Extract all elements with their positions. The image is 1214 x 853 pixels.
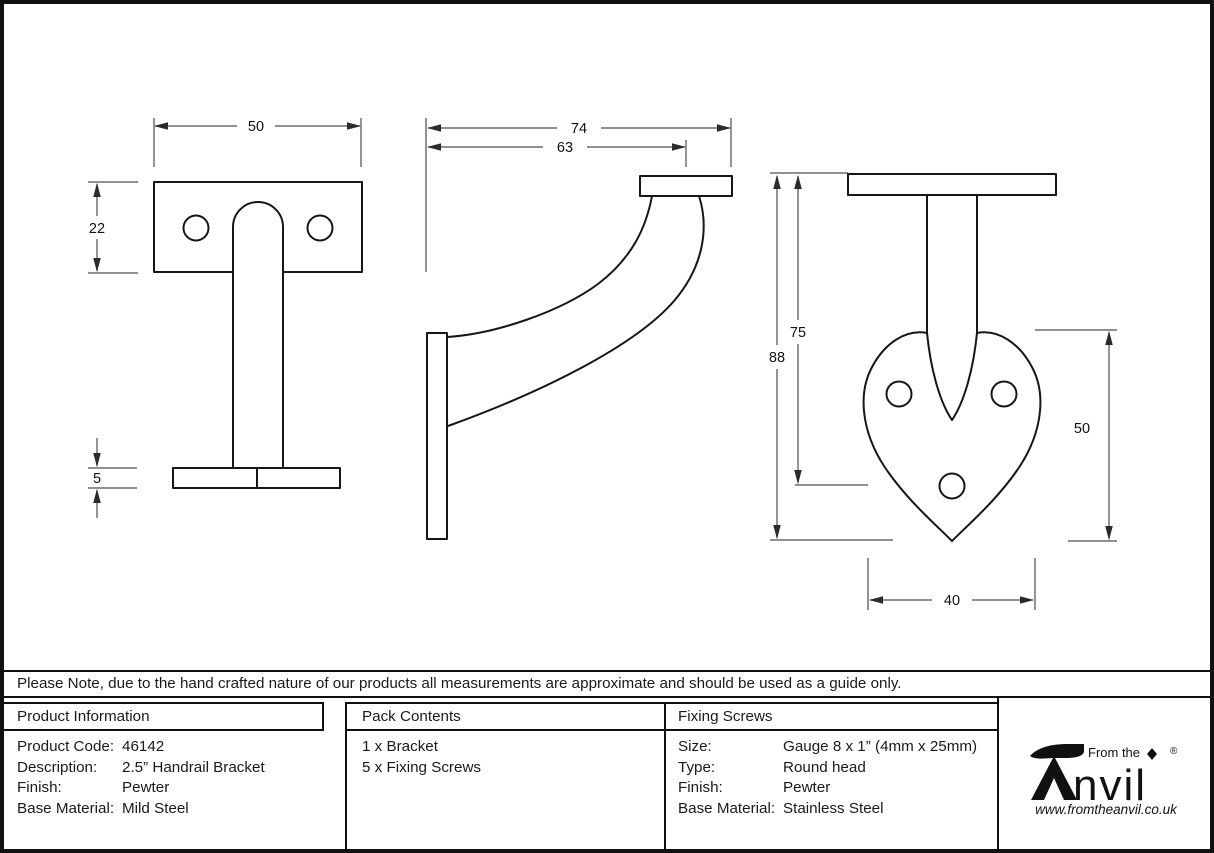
finish-label: Finish: [17, 779, 62, 797]
pack-contents-item: 1 x Bracket [362, 738, 438, 755]
saddle-plate-back [848, 174, 1056, 195]
screw-finish-row [678, 778, 977, 799]
registered-mark: ® [1170, 746, 1178, 757]
table-line [345, 702, 347, 849]
screw-finish-value: Pewter [783, 779, 831, 797]
product-code-row [17, 737, 265, 758]
screw-hole [184, 216, 209, 241]
front-view [88, 118, 362, 518]
type-value: Round head [783, 758, 866, 776]
screw-hole [887, 382, 912, 407]
note-box [4, 670, 1210, 698]
anvil-letter-a [1031, 756, 1077, 800]
back-view [769, 173, 1117, 610]
diamond-dot-icon [1147, 748, 1157, 760]
product-code-label: Product Code: [17, 738, 115, 755]
screw-hole [308, 216, 333, 241]
arm-outer-curve [448, 196, 704, 426]
brand-website: www.fromtheanvil.co.uk [1035, 802, 1177, 817]
base-material-value: Mild Steel [122, 799, 189, 817]
back-stem-height-label: 75 [789, 325, 807, 341]
screw-base-material-value: Stainless Steel [783, 799, 884, 817]
screw-finish-label: Finish: [678, 779, 723, 797]
pack-contents-item: 5 x Fixing Screws [362, 758, 482, 776]
table-line [345, 729, 997, 731]
front-width-label: 50 [247, 119, 265, 135]
side-view [426, 118, 732, 539]
screw-hole [992, 382, 1017, 407]
brand-logo [1026, 744, 1186, 823]
pack-contents-cell [362, 737, 481, 778]
brand-prefix: From the [1088, 745, 1141, 760]
product-code-value: 46142 [122, 738, 165, 755]
size-label: Size: [678, 738, 712, 755]
table-line [4, 729, 322, 731]
table-line [322, 702, 324, 731]
bracket-stem [233, 202, 283, 468]
description-row [17, 758, 265, 779]
side-offset-depth-label: 63 [556, 140, 574, 156]
size-row [678, 737, 977, 758]
wall-plate-side [427, 333, 447, 539]
side-view-outline [427, 176, 732, 539]
pack-contents-header: Pack Contents [362, 708, 461, 725]
fixing-screws-cell [678, 737, 977, 819]
front-plate-height-label: 22 [88, 221, 106, 237]
finish-value: Pewter [122, 779, 170, 797]
back-shield-width-label: 40 [943, 593, 961, 609]
front-base-label: 5 [92, 471, 102, 487]
screw-base-material-label: Base Material: [678, 799, 776, 817]
side-total-depth-label: 74 [570, 121, 588, 137]
from-the-anvil-logo [1026, 744, 1186, 818]
tapered-stem [927, 195, 977, 420]
fixing-screws-header: Fixing Screws [678, 708, 773, 725]
table-line [664, 702, 666, 849]
product-information-header: Product Information [17, 708, 150, 725]
back-total-height-label: 88 [768, 350, 786, 366]
type-row [678, 758, 977, 779]
product-information-cell [17, 737, 265, 819]
table-line [345, 702, 997, 704]
base-material-label: Base Material: [17, 799, 115, 817]
front-view-outline [154, 182, 362, 488]
back-shield-height-label: 50 [1073, 421, 1091, 437]
finish-row [17, 778, 265, 799]
description-label: Description: [17, 758, 98, 776]
type-label: Type: [678, 758, 716, 776]
brand-name-rest: nvil [1073, 761, 1148, 810]
size-value: Gauge 8 x 1” (4mm x 25mm) [783, 738, 978, 755]
table-line [4, 702, 322, 704]
saddle-plate-side [640, 176, 732, 196]
arm-inner-curve [447, 196, 652, 337]
description-value: 2.5” Handrail Bracket [122, 758, 265, 776]
back-view-outline [848, 174, 1056, 541]
screw-base-material-row [678, 799, 977, 820]
anvil-icon [1030, 744, 1084, 759]
screw-hole [940, 474, 965, 499]
table-line [997, 698, 999, 849]
base-material-row [17, 799, 265, 820]
note-text: Please Note, due to the hand crafted nature of our products all measurements are approximate and should be used as a guide only. [17, 675, 902, 692]
